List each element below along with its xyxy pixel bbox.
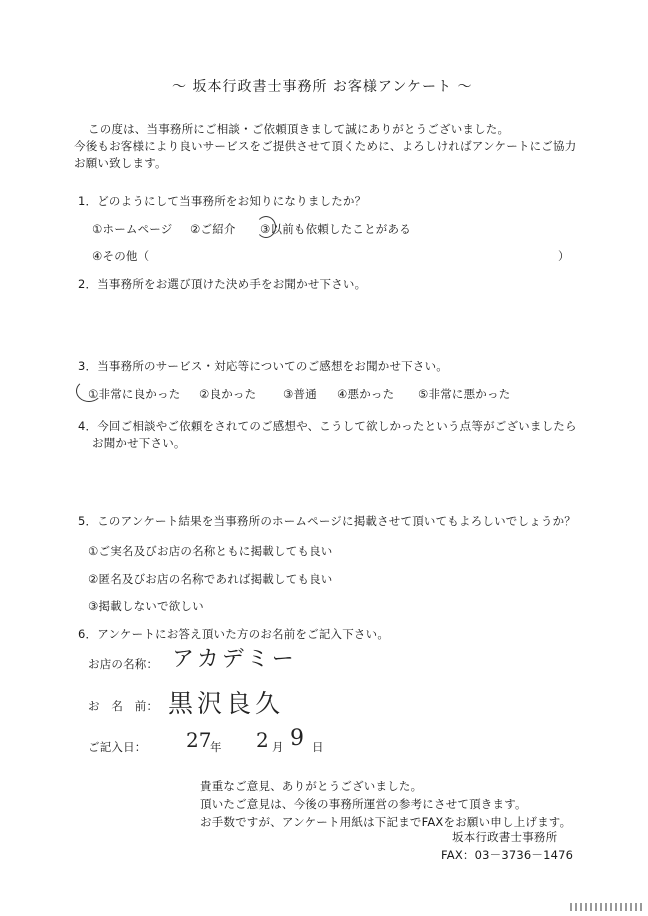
q1-selection-circle-mark — [256, 216, 276, 238]
q3-question: 3．当事務所のサービス・対応等についてのご感想をお聞かせ下さい。 — [78, 359, 448, 373]
intro-line-1: この度は、当事務所にご相談・ご依頼頂きまして誠にありがとうございました。 — [88, 122, 510, 136]
q6-question: 6．アンケートにお答え頂いた方のお名前をご記入下さい。 — [78, 627, 390, 641]
q1-option-other-close: ） — [558, 249, 570, 263]
footer-fax: FAX：03－3736－1476 — [441, 848, 574, 862]
date-year-value: 27 — [186, 728, 212, 752]
q1-option-3: ③以前も依頼したことがある — [260, 222, 411, 236]
q5-option-3: ③掲載しないで欲しい — [88, 599, 204, 613]
q3-selection-circle-mark — [76, 380, 102, 402]
closing-line-1: 貴重なご意見、ありがとうございました。 — [200, 779, 423, 793]
name-label: お 名 前： — [88, 699, 159, 713]
shop-name-label: お店の名称： — [88, 657, 159, 671]
q5-question: 5．このアンケート結果を当事務所のホームページに掲載させて頂いてもよろしいでしょうか？ — [78, 514, 576, 528]
date-day-unit: 日 — [312, 740, 324, 754]
q2-question: 2．当事務所をお選び頂けた決め手をお聞かせ下さい。 — [78, 277, 367, 291]
q1-option-1: ①ホームページ — [92, 222, 173, 236]
q3-option-5: ⑤非常に悪かった — [418, 387, 511, 401]
q5-option-2: ②匿名及びお店の名称であれば掲載しても良い — [88, 572, 333, 586]
intro-line-3: お願い致します。 — [74, 156, 167, 170]
date-day-value: 9 — [290, 726, 304, 751]
footer-office-name: 坂本行政書士事務所 — [452, 830, 558, 844]
page-title: ～ 坂本行政書士事務所 お客様アンケート ～ — [172, 79, 473, 95]
q4-question-line-2: お聞かせ下さい。 — [92, 436, 186, 450]
date-month-unit: 月 — [272, 740, 284, 754]
q3-option-4: ④悪かった — [337, 387, 395, 401]
q1-option-2: ②ご紹介 — [190, 222, 236, 236]
q3-option-2: ②良かった — [199, 387, 257, 401]
closing-line-2: 頂いたご意見は、今後の事務所運営の参考にさせて頂きます。 — [200, 797, 527, 811]
shop-name-value: アカデミー — [172, 647, 297, 672]
q1-option-other: ④その他（ — [92, 249, 150, 263]
scan-edge-artifact — [570, 903, 644, 911]
q5-option-1: ①ご実名及びお店の名称ともに掲載しても良い — [88, 544, 333, 558]
q4-question-line-1: 4．今回ご相談やご依頼をされてのご感想や、こうして欲しかったという点等がございましたら — [78, 419, 577, 433]
q3-option-3: ③普通 — [283, 387, 317, 401]
signature-name-value: 黒沢良久 — [168, 689, 285, 718]
date-label: ご記入日： — [88, 740, 147, 754]
date-month-value: 2 — [256, 728, 269, 752]
q3-option-1: ①非常に良かった — [88, 387, 181, 401]
date-year-unit: 年 — [210, 740, 222, 754]
q1-question: 1．どのようにして当事務所をお知りになりましたか？ — [78, 194, 367, 208]
intro-line-2: 今後もお客様により良いサービスをご提供させて頂くために、よろしければアンケートにご協力 — [74, 139, 577, 153]
closing-line-3: お手数ですが、アンケート用紙は下記までFAXをお願い申し上げます。 — [200, 815, 572, 829]
